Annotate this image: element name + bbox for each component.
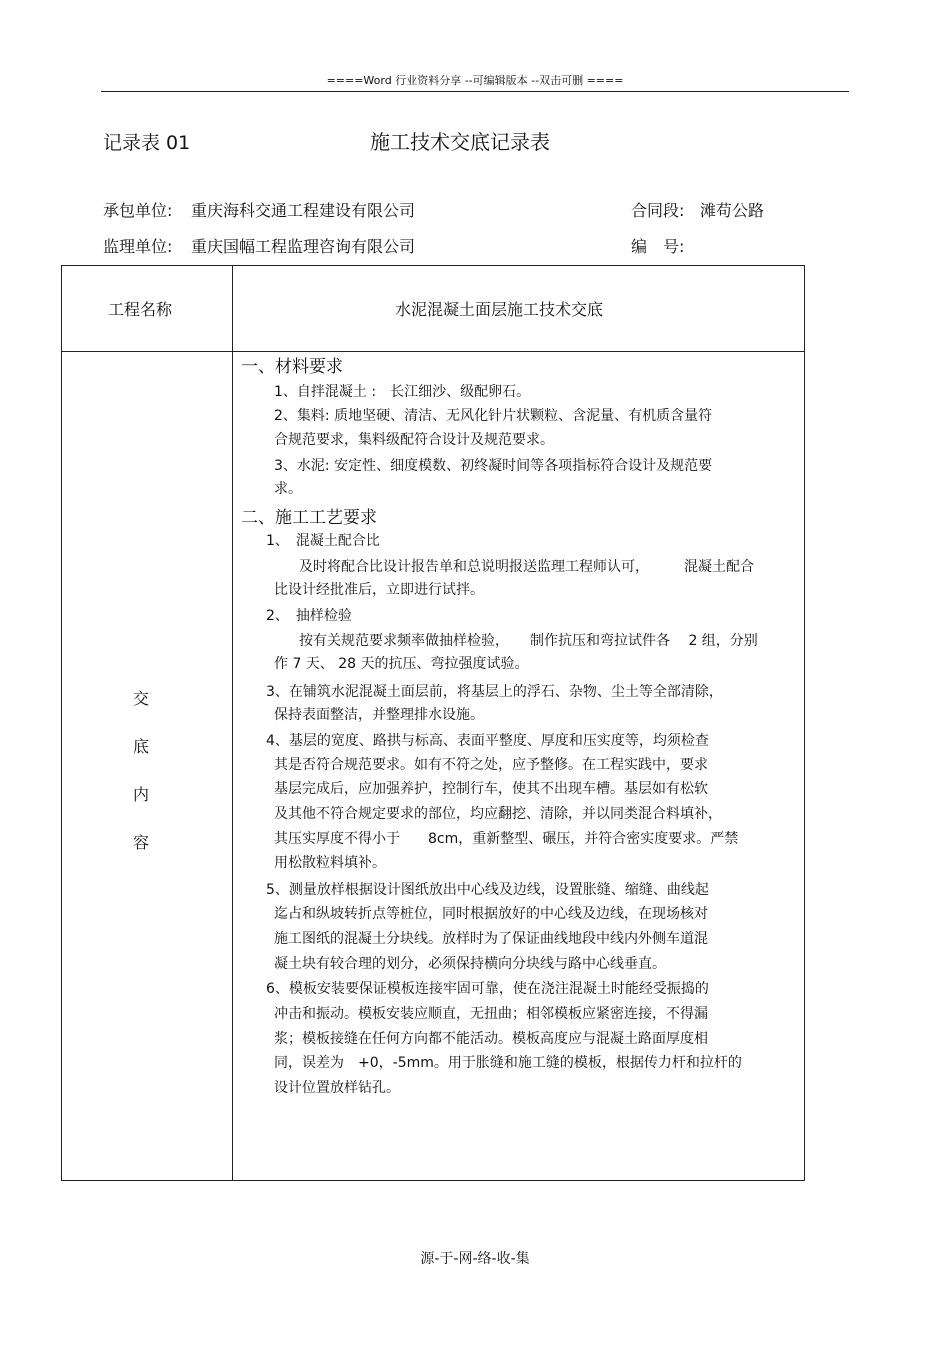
- content-line: 作 7 天、 28 天的抗压、弯拉强度试验。: [274, 656, 529, 672]
- record-number: 记录表 01: [103, 132, 191, 154]
- content-line: 3、水泥: 安定性、细度模数、初终凝时间等各项指标符合设计及规范要: [274, 458, 713, 474]
- content-line: 其是否符合规范要求。如有不符之处，应予整修。在工程实践中，要求: [274, 757, 708, 773]
- footer-note: 源-于-网-络-收-集: [420, 1251, 530, 1267]
- content-line: 1、 混凝土配合比: [266, 533, 380, 549]
- project-name-value: 水泥混凝土面层施工技术交底: [395, 300, 604, 319]
- header-rule: [101, 91, 849, 92]
- header-banner: ====Word 行业资料分享 --可编辑版本 --双击可删 ====: [326, 74, 624, 87]
- content-line: 4、基层的宽度、路拱与标高、表面平整度、厚度和压实度等，均须检查: [266, 733, 709, 749]
- supervisor-label: 监理单位:: [103, 237, 173, 256]
- content-line: 2、集料: 质地坚硬、清洁、无风化针片状颗粒、含泥量、有机质含量符: [274, 408, 713, 424]
- document-title: 施工技术交底记录表: [370, 130, 550, 154]
- number-label: 编 号:: [631, 237, 685, 256]
- contract-section-label: 合同段:: [631, 201, 685, 220]
- content-line: 同，误差为 +0，-5mm。用于胀缝和施工缝的模板，根据传力杆和拉杆的: [274, 1055, 742, 1071]
- content-line: 6、模板安装要保证模板连接牢固可靠，使在浇注混凝土时能经受振捣的: [266, 981, 709, 997]
- content-line: 合规范要求，集料级配符合设计及规范要求。: [274, 432, 554, 448]
- content-line: 保持表面整洁，并整理排水设施。: [274, 707, 484, 723]
- content-line: 用松散粒料填补。: [274, 855, 386, 871]
- content-line: 及其他不符合规定要求的部位，均应翻挖、清除，并以同类混合料填补，: [274, 806, 722, 822]
- content-line: 施工图纸的混凝土分块线。放样时为了保证曲线地段中线内外侧车道混: [274, 931, 708, 947]
- content-line: 浆；模板接缝在任何方向都不能活动。模板高度应与混凝土路面厚度相: [274, 1031, 708, 1047]
- content-label-char: 内: [133, 785, 150, 804]
- content-line: 及时将配合比设计报告单和总说明报送监理工程师认可， 混凝土配合: [299, 559, 754, 575]
- project-name-label: 工程名称: [108, 300, 173, 319]
- contractor-value: 重庆海科交通工程建设有限公司: [191, 201, 416, 220]
- section-heading: 一、材料要求: [241, 357, 343, 377]
- content-line: 迄占和纵坡转折点等桩位，同时根据放好的中心线及边线，在现场核对: [274, 906, 708, 922]
- content-line: 2、 抽样检验: [266, 608, 352, 624]
- content-line: 3、在铺筑水泥混凝土面层前，将基层上的浮石、杂物、尘土等全部清除，: [266, 684, 723, 700]
- content-line: 求。: [274, 481, 302, 497]
- content-line: 基层完成后，应加强养护，控制行车，使其不出现车槽。基层如有松软: [274, 781, 708, 797]
- content-line: 冲击和振动。模板安装应顺直，无扭曲；相邻模板应紧密连接，不得漏: [274, 1006, 708, 1022]
- content-label-char: 底: [133, 737, 150, 756]
- content-line: 5、测量放样根据设计图纸放出中心线及边线，设置胀缝、缩缝、曲线起: [266, 882, 709, 898]
- content-line: 凝土块有较合理的划分，必须保持横向分块线与路中心线垂直。: [274, 956, 666, 972]
- contract-section-value: 滩苟公路: [700, 201, 765, 220]
- supervisor-value: 重庆国幅工程监理咨询有限公司: [191, 237, 416, 256]
- content-label-char: 容: [133, 833, 150, 852]
- contractor-label: 承包单位:: [103, 201, 173, 220]
- content-label-char: 交: [133, 689, 150, 708]
- content-line: 比设计经批准后，立即进行试拌。: [274, 582, 484, 598]
- content-line: 按有关规范要求频率做抽样检验， 制作抗压和弯拉试件各 2 组，分别: [299, 633, 758, 649]
- table-row-divider: [61, 351, 805, 352]
- table-column-divider: [232, 265, 233, 1181]
- content-line: 1、自拌混凝土 : 长江细沙、级配卵石。: [274, 384, 531, 400]
- content-line: 其压实厚度不得小于 8cm，重新整型、碾压，并符合密实度要求。严禁: [274, 831, 739, 847]
- content-line: 设计位置放样钻孔。: [274, 1080, 400, 1096]
- section-heading: 二、施工工艺要求: [241, 508, 377, 528]
